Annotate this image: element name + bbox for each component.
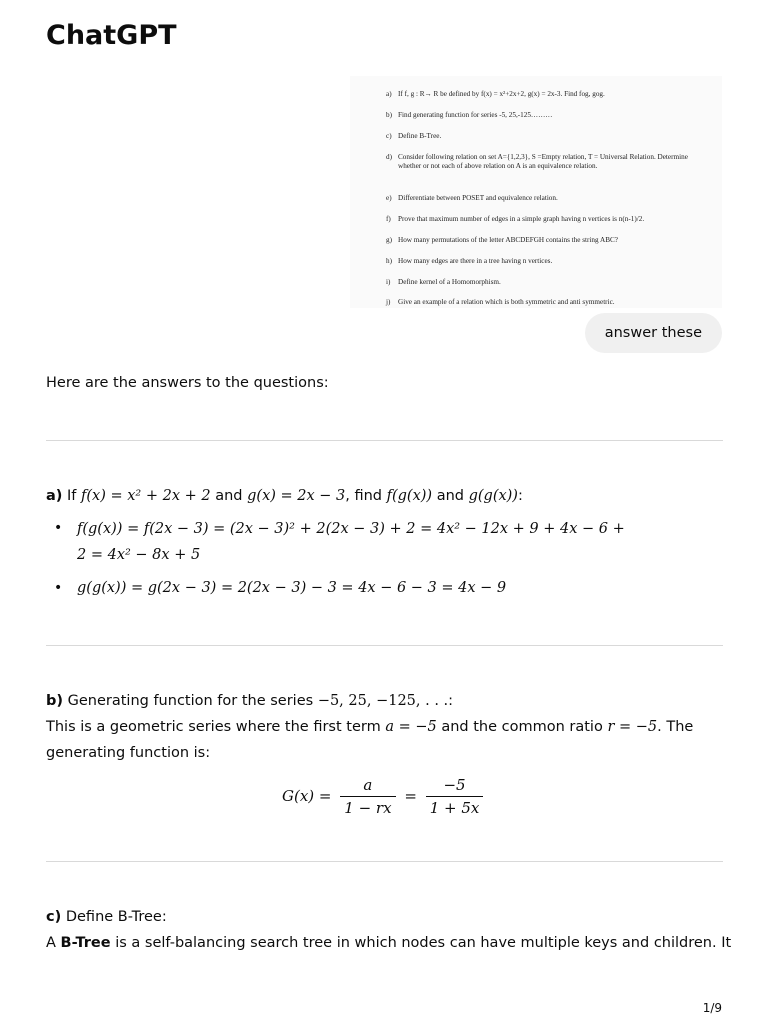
- question-item: j) Give an example of a relation which is both symmetric and anti symmetric.: [386, 298, 615, 306]
- question-item: g) How many permutations of the letter ABCDEFGH contains the string ABC?: [386, 236, 618, 244]
- bullet: •: [54, 520, 63, 536]
- question-item: c) Define B-Tree.: [386, 132, 442, 140]
- question-item: f) Prove that maximum number of edges in a simple graph having n vertices is n(n-1)/2.: [386, 215, 645, 223]
- answer-b-heading: b) Generating function for the series −5, 25, −125, . . .:: [46, 693, 454, 709]
- answer-a-bullet1-line2: 2 = 4x² − 8x + 5: [77, 547, 201, 563]
- answer-a-bullet1-line1: f(g(x)) = f(2x − 3) = (2x − 3)² + 2(2x − 3) + 2 = 4x² − 12x + 9 + 4x − 6 +: [77, 521, 625, 537]
- answer-label: a): [46, 488, 63, 504]
- answer-a-heading: a) If f(x) = x² + 2x + 2 and g(x) = 2x − 3, find f(g(x)) and g(g(x)):: [46, 488, 523, 504]
- answer-b-line3: generating function is:: [46, 745, 211, 761]
- divider: [46, 861, 723, 862]
- answer-a-bullet2: g(g(x)) = g(2x − 3) = 2(2x − 3) − 3 = 4x − 6 − 3 = 4x − 9: [77, 580, 507, 596]
- bullet: •: [54, 580, 63, 596]
- user-message-bubble: answer these: [585, 313, 722, 353]
- question-item: d) Consider following relation on set A={1,2,3}, S =Empty relation, T = Universal Relation. Determine whether or not each of above relation on A is an equivalence relation.: [386, 153, 688, 170]
- fraction: $\frac{-5}{1 + 5x}$: [426, 774, 484, 819]
- question-item: i) Define kernel of a Homomorphism.: [386, 278, 501, 286]
- question-item: b) Find generating function for series -5, 25,-125………: [386, 111, 553, 119]
- divider: [46, 440, 723, 441]
- response-intro: Here are the answers to the questions:: [46, 375, 329, 391]
- fraction: $\frac{a}{1 - rx}$: [340, 774, 395, 819]
- answer-label: b): [46, 693, 64, 709]
- question-item: a) If f, g : R→ R be defined by f(x) = x²+2x+2, g(x) = 2x-3. Find fog, gog.: [386, 90, 605, 98]
- answer-b-line2: This is a geometric series where the first term a = −5 and the common ratio r = −5. The: [46, 719, 694, 735]
- question-item: h) How many edges are there in a tree having n vertices.: [386, 257, 553, 265]
- page-title: ChatGPT: [46, 20, 177, 51]
- answer-c-line: A B-Tree is a self-balancing search tree in which nodes can have multiple keys and children. It: [46, 935, 732, 951]
- generating-function-formula: G(x) = $\frac{a}{1 - rx}$ = $\frac{-5}{1 + 5x}$: [282, 774, 487, 819]
- page-number: 1/9: [702, 1001, 722, 1015]
- answer-c-heading: c) Define B-Tree:: [46, 909, 167, 925]
- answer-label: c): [46, 909, 62, 925]
- divider: [46, 645, 723, 646]
- question-image: [350, 76, 722, 308]
- question-item: e) Differentiate between POSET and equivalence relation.: [386, 194, 558, 202]
